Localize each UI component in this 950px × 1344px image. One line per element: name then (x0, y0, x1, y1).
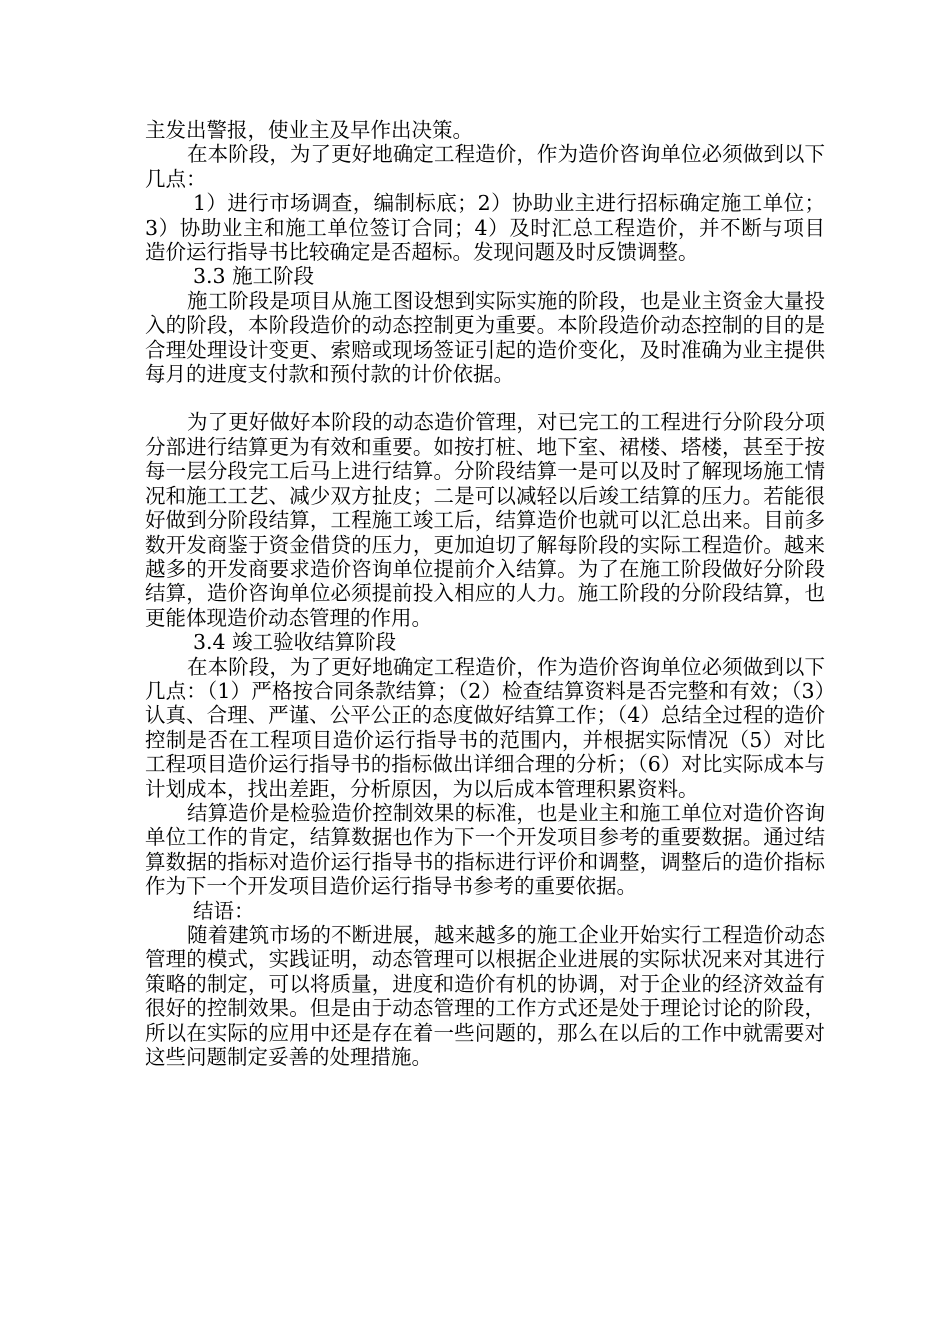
paragraph-requirements-intro: 在本阶段，为了更好地确定工程造价，作为造价咨询单位必须做到以下几点： (145, 142, 825, 191)
paragraph-conclusion: 随着建筑市场的不断进展，越来越多的施工企业开始实行工程造价动态管理的模式，实践证明，动态管理可以根据企业进展的实际状况来对其进行策略的制定，可以将质量，进度和造价有机的协调，对于企业的经济效益有很好的控制效果。但是由于动态管理的工作方式还是处于理论讨论的阶段，所以在实际的应用中还是存在着一些问题的，那么在以后的工作中就需要对这些问题制定妥善的处理措施。 (145, 923, 825, 1070)
conclusion-heading: 结语： (193, 898, 255, 923)
section-heading-3-4: 3.4 竣工验收结算阶段 (193, 630, 397, 655)
paragraph-requirements-list: 1）进行市场调查，编制标底；2）协助业主进行招标确定施工单位；3）协助业主和施工单位签订合同；4）及时汇总工程造价，并不断与项目造价运行指导书比较确定是否超标。发现问题及时反馈调整。 (145, 191, 825, 265)
paragraph-completion-requirements: 在本阶段，为了更好地确定工程造价，作为造价咨询单位必须做到以下几点：（1）严格按合同条款结算；（2）检查结算资料是否完整和有效；（3）认真、合理、严谨、公平公正的态度做好结算工作；（4）总结全过程的造价控制是否在工程项目造价运行指导书的范围内，并根据实际情况（5）对比工程项目造价运行指导书的指标做出详细合理的分析；（6）对比实际成本与计划成本，找出差距，分析原因，为以后成本管理积累资料。 (145, 654, 825, 801)
document-page (145, 118, 825, 1069)
paragraph-construction-stage: 施工阶段是项目从施工图设想到实际实施的阶段，也是业主资金大量投入的阶段，本阶段造价的动态控制更为重要。本阶段造价动态控制的目的是合理处理设计变更、索赔或现场签证引起的造价变化，及时准确为业主提供每月的进度支付款和预付款的计价依据。 (145, 288, 825, 387)
paragraph-phased-settlement: 为了更好做好本阶段的动态造价管理，对已完工的工程进行分阶段分项分部进行结算更为有效和重要。如按打桩、地下室、裙楼、塔楼，甚至于按每一层分段完工后马上进行结算。分阶段结算一是可以及时了解现场施工情况和施工工艺、减少双方扯皮；二是可以减轻以后竣工结算的压力。若能很好做到分阶段结算，工程施工竣工后，结算造价也就可以汇总出来。目前多数开发商鉴于资金借贷的压力，更加迫切了解每阶段的实际工程造价。越来越多的开发商要求造价咨询单位提前介入结算。为了在施工阶段做好分阶段结算，造价咨询单位必须提前投入相应的人力。施工阶段的分阶段结算，也更能体现造价动态管理的作用。 (145, 410, 825, 630)
paragraph-settlement-standard: 结算造价是检验造价控制效果的标准，也是业主和施工单位对造价咨询单位工作的肯定，结算数据也作为下一个开发项目参考的重要数据。通过结算数据的指标对造价运行指导书的指标进行评价和调整，调整后的造价指标作为下一个开发项目造价运行指导书参考的重要依据。 (145, 800, 825, 899)
section-heading-3-3: 3.3 施工阶段 (193, 264, 315, 289)
paragraph-continuation: 主发出警报，使业主及早作出决策。 (145, 118, 473, 142)
paragraph-gap (145, 386, 825, 410)
